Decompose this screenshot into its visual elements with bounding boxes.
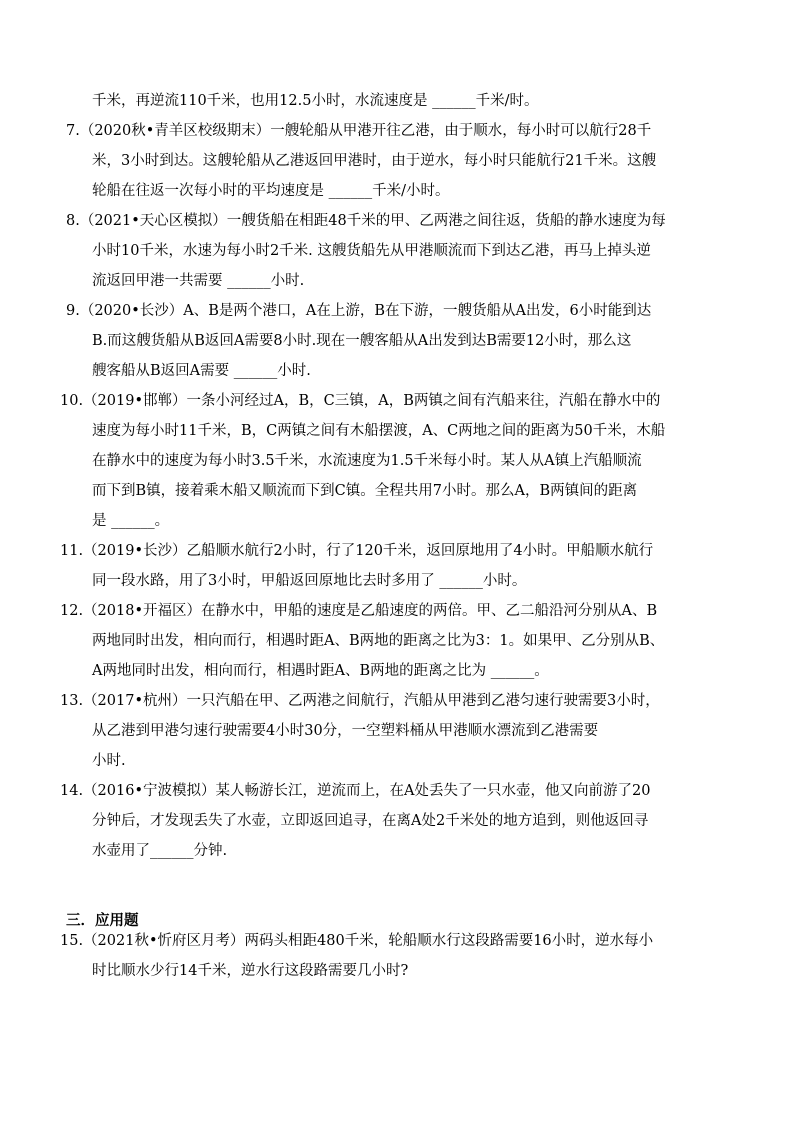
problem-line: A两地同时出发，相向而行，相遇时距A、B两地的距离之比为 ______。 [92, 663, 549, 679]
problem-line: 小时10千米，水速为每小时2千米. 这艘货船先从甲港顺流而下到达乙港，再马上掉头逆 [92, 243, 651, 259]
problem-line: 15.（2021秋•忻府区月考）两码头相距480千米，轮船顺水行这段路需要16小时，逆水每小 [60, 933, 654, 949]
problem-line: 流返回甲港一共需要 ______小时. [92, 273, 305, 289]
problem-line: 10.（2019•邯郸）一条小河经过A，B，C三镇，A，B两镇之间有汽船来往，汽船在静水中的 [60, 393, 661, 409]
problem-line: 分钟后，才发现丢失了水壶，立即返回追寻，在离A处2千米处的地方追到，则他返回寻 [92, 813, 649, 829]
problem-line: 小时. [92, 753, 126, 769]
problem-line: 从乙港到甲港匀速行驶需要4小时30分，一空塑料桶从甲港顺水漂流到乙港需要 [92, 723, 599, 739]
problem-line: 水壶用了______分钟. [92, 843, 228, 859]
problem-line: B.而这艘货船从B返回A需要8小时.现在一艘客船从A出发到达B需要12小时，那么这 [92, 333, 632, 349]
problem-line: 8.（2021•天心区模拟）一艘货船在相距48千米的甲、乙两港之间往返，货船的静水速度为每 [66, 213, 666, 229]
problem-line: 米，3小时到达。这艘轮船从乙港返回甲港时，由于逆水，每小时只能航行21千米。这艘 [92, 153, 657, 169]
problem-line: 轮船在往返一次每小时的平均速度是 ______千米/小时。 [92, 183, 450, 199]
problem-line: 11.（2019•长沙）乙船顺水航行2小时，行了120千米，返回原地用了4小时。甲船顺水航行 [60, 543, 654, 559]
problem-line: 千米，再逆流110千米，也用12.5小时，水流速度是 ______千米/时。 [92, 93, 539, 109]
problem-line: 13.（2017•杭州）一只汽船在甲、乙两港之间航行，汽船从甲港到乙港匀速行驶需要3小时， [60, 693, 660, 709]
problem-line: 是 ______。 [92, 513, 170, 529]
problem-line: 艘客船从B返回A需要 ______小时. [92, 363, 311, 379]
problem-line: 14.（2016•宁波模拟）某人畅游长江，逆流而上，在A处丢失了一只水壶，他又向前游了20 [60, 783, 651, 799]
problem-line: 9.（2020•长沙）A、B是两个港口，A在上游，B在下游，一艘货船从A出发，6小时能到达 [66, 303, 652, 319]
problem-line: 7.（2020秋•青羊区校级期末）一艘轮船从甲港开往乙港，由于顺水，每小时可以航行28千 [66, 123, 652, 139]
problem-line: 时比顺水少行14千米，逆水行这段路需要几小时? [92, 963, 409, 979]
problem-line: 而下到B镇，接着乘木船又顺流而下到C镇。全程共用7小时。那么A，B两镇间的距离 [92, 483, 638, 499]
problem-line: 在静水中的速度为每小时3.5千米，水流速度为1.5千米每小时。某人从A镇上汽船顺流 [92, 453, 642, 469]
problem-line: 速度为每小时11千米，B，C两镇之间有木船摆渡，A、C两地之间的距离为50千米，木船 [92, 423, 666, 439]
problem-line: 同一段水路，用了3小时，甲船返回原地比去时多用了 ______小时。 [92, 573, 527, 589]
section-title-application: 三．应用题 [66, 913, 139, 929]
problem-line: 12.（2018•开福区）在静水中，甲船的速度是乙船速度的两倍。甲、乙二船沿河分别从A、B [60, 603, 658, 619]
problem-line: 两地同时出发，相向而行，相遇时距A、B两地的距离之比为3：1。如果甲、乙分别从B、 [92, 633, 665, 649]
